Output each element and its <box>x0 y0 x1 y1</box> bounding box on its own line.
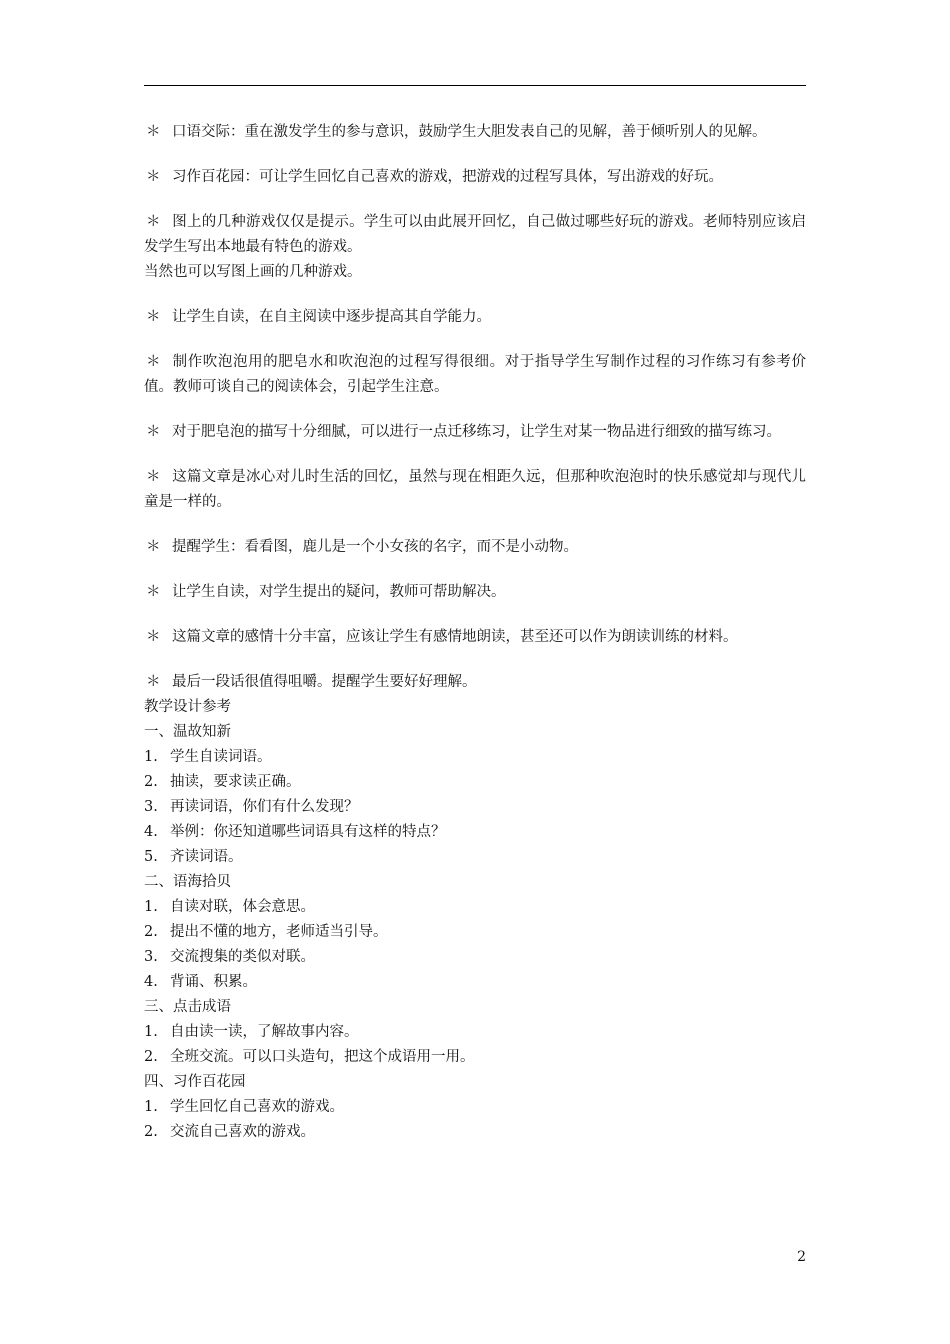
item-number: 2. <box>144 1124 158 1140</box>
item-text: 学生回忆自己喜欢的游戏。 <box>170 1099 344 1115</box>
star-bullet: ＊ <box>146 469 161 485</box>
page-number: 2 <box>797 1249 806 1265</box>
list-item <box>144 970 806 995</box>
note-text: 让学生自读，对学生提出的疑问，教师可帮助解决。 <box>172 584 506 600</box>
list-item <box>144 820 806 845</box>
note-text: 让学生自读，在自主阅读中逐步提高其自学能力。 <box>172 309 491 325</box>
note-student-questions <box>144 580 806 605</box>
list-item <box>144 1020 806 1045</box>
list-item <box>144 945 806 970</box>
list-item <box>144 1095 806 1120</box>
note-text: 口语交际：重在激发学生的参与意识，鼓励学生大胆发表自己的见解，善于倾听别人的见解。 <box>172 124 767 140</box>
item-number: 3. <box>144 799 158 815</box>
item-text: 交流搜集的类似对联。 <box>170 949 315 965</box>
item-text: 背诵、积累。 <box>170 974 257 990</box>
item-number: 2. <box>144 924 158 940</box>
note-text: 最后一段话很值得咀嚼。提醒学生要好好理解。 <box>172 674 477 690</box>
note-text: 制作吹泡泡用的肥皂水和吹泡泡的过程写得很细。对于指导学生写制作过程的习作练习有参考价值。教师可谈自己的阅读体会，引起学生注意。 <box>144 354 806 395</box>
item-number: 1. <box>144 1024 158 1040</box>
item-text: 举例：你还知道哪些词语具有这样的特点？ <box>170 824 446 840</box>
star-bullet: ＊ <box>146 629 161 645</box>
item-number: 3. <box>144 949 158 965</box>
item-text: 抽读，要求读正确。 <box>170 774 301 790</box>
note-emotional-reading <box>144 625 806 650</box>
section-review <box>144 720 806 870</box>
section-idioms <box>144 995 806 1070</box>
document-body <box>144 120 806 1145</box>
note-bubble-description <box>144 420 806 445</box>
list-item <box>144 1120 806 1145</box>
section-heading: 二、语海拾贝 <box>144 874 231 890</box>
section-heading: 三、点击成语 <box>144 999 231 1015</box>
list-item <box>144 845 806 870</box>
list-item <box>144 1045 806 1070</box>
note-text: 对于肥皂泡的描写十分细腻，可以进行一点迁移练习，让学生对某一物品进行细致的描写练习。 <box>172 424 781 440</box>
item-text: 学生自读词语。 <box>170 749 272 765</box>
item-text: 自由读一读，了解故事内容。 <box>170 1024 359 1040</box>
star-bullet: ＊ <box>146 309 161 325</box>
note-writing-garden <box>144 165 806 190</box>
item-text: 自读对联，体会意思。 <box>170 899 315 915</box>
list-item <box>144 795 806 820</box>
section-heading: 四、习作百花园 <box>144 1074 246 1090</box>
note-text: 图上的几种游戏仅仅是提示。学生可以由此展开回忆，自己做过哪些好玩的游戏。老师特别应该启发学生写出本地最有特色的游戏。 <box>144 214 806 255</box>
item-number: 2. <box>144 1049 158 1065</box>
item-text: 交流自己喜欢的游戏。 <box>170 1124 315 1140</box>
item-text: 齐读词语。 <box>170 849 243 865</box>
note-game-pictures <box>144 210 806 285</box>
list-item <box>144 920 806 945</box>
item-number: 1. <box>144 749 158 765</box>
item-number: 5. <box>144 849 158 865</box>
item-text: 再读词语，你们有什么发现？ <box>170 799 359 815</box>
star-bullet: ＊ <box>146 424 161 440</box>
note-text: 提醒学生：看看图，鹿儿是一个小女孩的名字，而不是小动物。 <box>172 539 578 555</box>
section-couplets <box>144 870 806 995</box>
item-text: 提出不懂的地方，老师适当引导。 <box>170 924 388 940</box>
note-text: 这篇文章是冰心对儿时生活的回忆，虽然与现在相距久远，但那种吹泡泡时的快乐感觉却与现代儿童是一样的。 <box>144 469 806 510</box>
header-rule <box>144 85 806 86</box>
list-item <box>144 745 806 770</box>
star-bullet: ＊ <box>146 354 161 370</box>
note-oral-communication <box>144 120 806 145</box>
note-luer-name <box>144 535 806 560</box>
item-number: 4. <box>144 824 158 840</box>
item-number: 1. <box>144 1099 158 1115</box>
note-last-paragraph <box>144 670 806 695</box>
list-item <box>144 895 806 920</box>
list-item <box>144 770 806 795</box>
note-text: 习作百花园：可让学生回忆自己喜欢的游戏，把游戏的过程写具体，写出游戏的好玩。 <box>172 169 723 185</box>
star-bullet: ＊ <box>146 539 161 555</box>
note-self-reading <box>144 305 806 330</box>
note-text: 这篇文章的感情十分丰富，应该让学生有感情地朗读，甚至还可以作为朗读训练的材料。 <box>172 629 738 645</box>
note-extra-line: 当然也可以写图上画的几种游戏。 <box>144 264 362 280</box>
star-bullet: ＊ <box>146 169 161 185</box>
item-number: 4. <box>144 974 158 990</box>
note-bingxin-memory <box>144 465 806 515</box>
star-bullet: ＊ <box>146 124 161 140</box>
item-number: 2. <box>144 774 158 790</box>
star-bullet: ＊ <box>146 674 161 690</box>
section-writing <box>144 1070 806 1145</box>
design-title: 教学设计参考 <box>144 699 231 715</box>
item-number: 1. <box>144 899 158 915</box>
star-bullet: ＊ <box>146 214 161 230</box>
star-bullet: ＊ <box>146 584 161 600</box>
note-soap-water <box>144 350 806 400</box>
section-heading: 一、温故知新 <box>144 724 231 740</box>
item-text: 全班交流。可以口头造句，把这个成语用一用。 <box>170 1049 475 1065</box>
